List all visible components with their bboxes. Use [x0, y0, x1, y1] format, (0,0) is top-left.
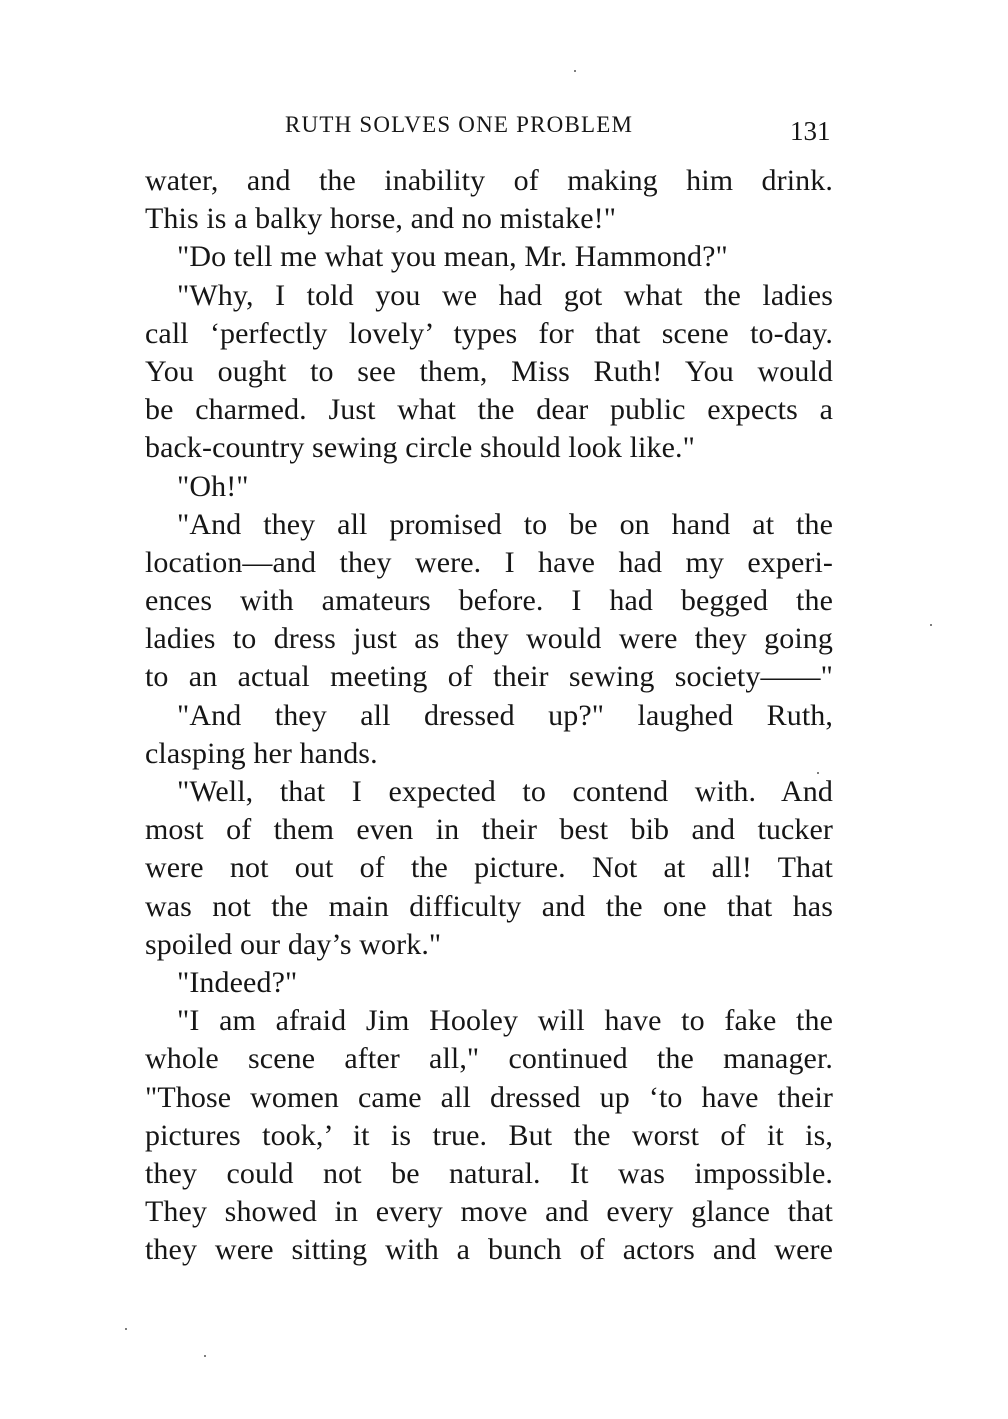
text-line: be charmed. Just what the dear public expects a: [145, 393, 833, 427]
text-line: pictures took,’ it is true. But the worst of it is,: [145, 1118, 833, 1152]
text-line: They showed in every move and every glance that: [145, 1195, 833, 1229]
text-line: was not the main difficulty and the one that has: [145, 889, 833, 923]
text-line: "Those women came all dressed up ‘to have their: [145, 1080, 833, 1114]
text-line: whole scene after all," continued the manager.: [145, 1042, 833, 1076]
text-line: were not out of the picture. Not at all! That: [145, 851, 833, 885]
text-line: clasping her hands.: [145, 736, 378, 770]
text-line: they could not be natural. It was impossible.: [145, 1156, 833, 1190]
running-head: [0, 110, 1008, 150]
text-line: they were sitting with a bunch of actors and were: [145, 1233, 833, 1267]
text-line: call ‘perfectly lovely’ types for that scene to-day.: [145, 316, 833, 350]
text-line: "Why, I told you we had got what the ladies: [177, 278, 833, 312]
text-line: "Indeed?": [177, 965, 298, 999]
text-line: "Well, that I expected to contend with. And: [177, 775, 833, 808]
paper-speck: [125, 1328, 127, 1330]
text-line: You ought to see them, Miss Ruth! You would: [145, 354, 833, 388]
paper-speck: [204, 1355, 206, 1357]
paper-speck: [574, 70, 576, 72]
body-text: [145, 162, 833, 1269]
paper-speck: [930, 624, 932, 626]
text-line: "I am afraid Jim Hooley will have to fake the: [177, 1004, 833, 1038]
text-line: "Oh!": [177, 469, 249, 503]
text-line: ences with amateurs before. I had begged the: [145, 584, 833, 618]
text-line: ladies to dress just as they would were they going: [145, 622, 833, 656]
text-line: most of them even in their best bib and tucker: [145, 813, 833, 847]
running-title: RUTH SOLVES ONE PROBLEM: [285, 112, 634, 137]
text-line: This is a balky horse, and no mistake!": [145, 202, 617, 236]
text-line: "Do tell me what you mean, Mr. Hammond?": [177, 240, 728, 274]
text-line: to an actual meeting of their sewing society——": [145, 660, 833, 694]
text-line: "And they all promised to be on hand at the: [177, 507, 833, 541]
paper-speck: [817, 772, 819, 774]
text-line: water, and the inability of making him drink.: [145, 164, 833, 197]
text-line: spoiled our day’s work.": [145, 927, 442, 961]
text-line: "And they all dressed up?" laughed Ruth,: [177, 698, 833, 732]
text-line: back-country sewing circle should look like.": [145, 431, 695, 465]
page-number: 131: [790, 116, 831, 146]
text-line: location—and they were. I have had my experi-: [145, 545, 833, 579]
